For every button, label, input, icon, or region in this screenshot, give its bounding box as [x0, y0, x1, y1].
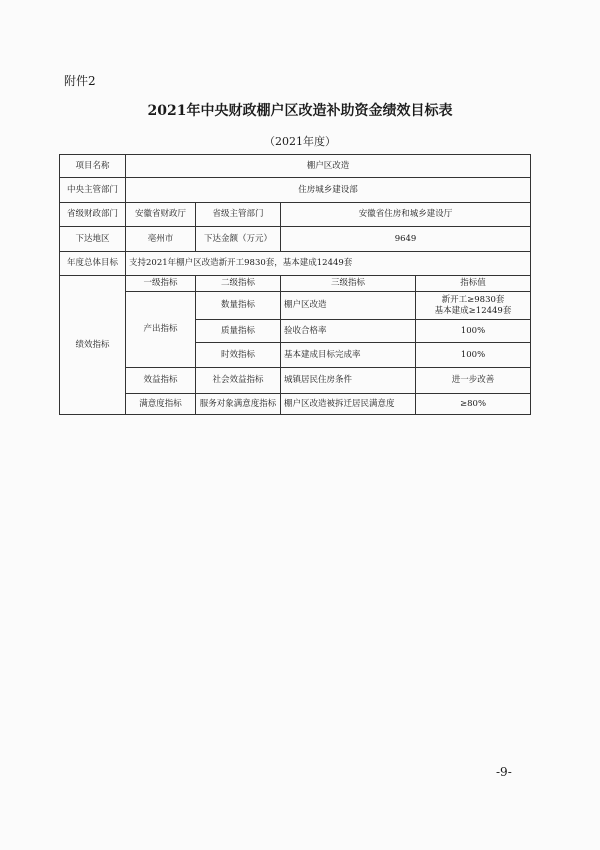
value-cell — [416, 292, 531, 320]
satisfaction-indicator-label: 满意度指标 — [126, 394, 196, 415]
output-indicator-label: 产出指标 — [126, 292, 196, 368]
table-row — [60, 368, 531, 394]
value-cell: ≥80% — [416, 394, 531, 415]
table-row — [60, 178, 531, 203]
level3-cell: 验收合格率 — [281, 320, 416, 343]
level3-cell: 棚户区改造被拆迁居民满意度 — [281, 394, 416, 415]
region-value: 亳州市 — [126, 227, 196, 252]
value-cell: 进一步改善 — [416, 368, 531, 394]
attachment-label: 附件2 — [64, 74, 96, 88]
table-row — [60, 155, 531, 178]
document-title: 2021年中央财政棚户区改造补助资金绩效目标表 — [147, 103, 453, 119]
value-line: 基本建成≥12449套 — [434, 305, 512, 316]
region-label: 下达地区 — [60, 227, 126, 252]
amount-label: 下达金额（万元） — [196, 227, 281, 252]
prov-finance-value: 安徽省财政厅 — [126, 203, 196, 227]
goal-label: 年度总体目标 — [60, 252, 126, 276]
level3-cell: 基本建成目标完成率 — [281, 343, 416, 368]
level2-cell: 时效指标 — [196, 343, 281, 368]
table-row — [60, 203, 531, 227]
project-value: 棚户区改造 — [126, 155, 531, 178]
prov-dept-value: 安徽省住房和城乡建设厅 — [281, 203, 531, 227]
level3-cell: 城镇居民住房条件 — [281, 368, 416, 394]
level2-cell: 数量指标 — [196, 292, 281, 320]
level3-cell: 棚户区改造 — [281, 292, 416, 320]
level2-cell: 社会效益指标 — [196, 368, 281, 394]
central-dept-label: 中央主管部门 — [60, 178, 126, 203]
header-value: 指标值 — [416, 276, 531, 292]
table-row — [60, 227, 531, 252]
performance-section-label: 绩效指标 — [60, 276, 126, 415]
year-label: （2021年度） — [264, 135, 336, 148]
amount-value: 9649 — [281, 227, 531, 252]
performance-table — [59, 154, 531, 415]
level2-cell: 服务对象满意度指标 — [196, 394, 281, 415]
value-line: 新开工≥9830套 — [441, 294, 505, 305]
goal-value: 支持2021年棚户区改造新开工9830套，基本建成12449套 — [126, 252, 531, 276]
table-row — [60, 292, 531, 320]
value-cell: 100% — [416, 343, 531, 368]
central-dept-value: 住房城乡建设部 — [126, 178, 531, 203]
header-level1: 一级指标 — [126, 276, 196, 292]
header-level3: 三级指标 — [281, 276, 416, 292]
project-label: 项目名称 — [60, 155, 126, 178]
table-row — [60, 276, 531, 292]
table-row — [60, 394, 531, 415]
header-level2: 二级指标 — [196, 276, 281, 292]
table-row — [60, 252, 531, 276]
value-cell: 100% — [416, 320, 531, 343]
level2-cell: 质量指标 — [196, 320, 281, 343]
prov-finance-label: 省级财政部门 — [60, 203, 126, 227]
prov-dept-label: 省级主管部门 — [196, 203, 281, 227]
page-number: -9- — [496, 765, 512, 779]
benefit-indicator-label: 效益指标 — [126, 368, 196, 394]
